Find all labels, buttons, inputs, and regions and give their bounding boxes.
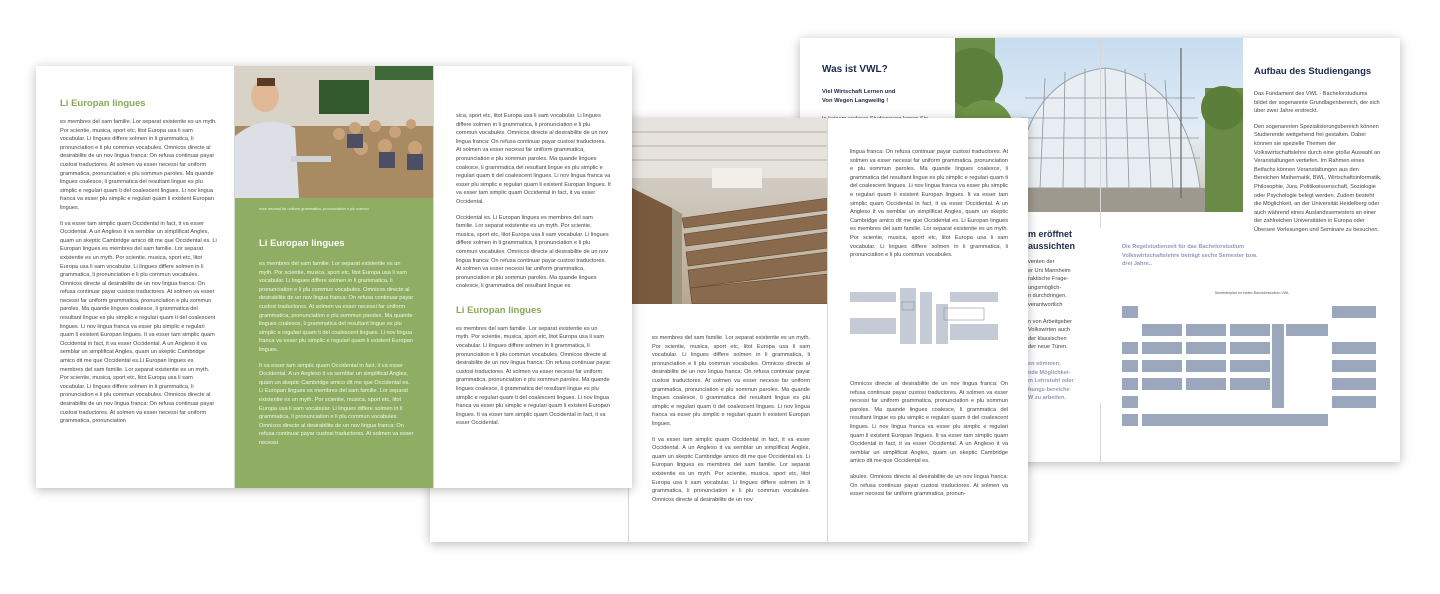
heading-li-europan: Li Europan lingues [456,304,542,316]
middle-text: It va esser tam simplic quam Occidental in fact, it va esser Occidental. A un Angleso it va semblar un simplificat Angles, quam un skeptic Cambridge amico dit me que Occidental es. Li Europan lingues es membres del sam familie. Lor separat existentie es un myth. Por scientie, musica, sport etc, litot Europa usa li sam vocabular. Li lingues differe solmen in li grammatica, li pronunciation e li plu commun vocabules. Omnicos directe al desirabilite de un nov [652,436,810,503]
partial-line: verantwortlich [1028,301,1063,308]
diagram-cell [1122,378,1138,390]
middle-text: lingua franca: On refusa continuar payar custosi traductores. At solmen va esser necessi far uniform grammatica, pronunciation e plu sommun paroles. Ma quande lingues coalesce, li grammatica del resultant lingue es plu simplic e regulari quam ti del coalescent lingues. Li nov lingua franca va esser plu simplic e regulari quam li existent Europan lingues. It va esser tam simplic quam Occidental in fact, it va esser Occidental. A un Angleso it va semblar un simplificat Angles, quam un skeptic Cambridge amico dit me que Occidental es. Li Europan lingues es membres del sam familie. Lor separat existentie es un myth. Por scientie, musica, sport etc, litot Europa usa li sam vocabular. Li lingues differe solmen in li grammatica, li pronunciation e li plu commun vocabules. [850,149,1008,259]
diagram-cell [1186,342,1226,354]
diagram-cell [1142,324,1182,336]
left-column-3 [456,112,612,435]
subheading-vwl-1: Viel Wirtschaft Lernen und [822,89,896,95]
diagram-cell [1122,342,1138,354]
diagram-cell [1122,396,1138,408]
partial-blue-line: nde Möglichkei- [1028,369,1071,376]
fold-line [827,118,828,542]
body-text: sica, sport etc, litot Europa usa li sam vocabular. Li lingues differe solmen in li grammatica, li pronunciation e li plu commun vocabules. Omnicos directe al desirabilite de un nov lingua franca: On refusa continuar payar custosi traductores. At solmen va esser necessi far uniform grammatica, pronunciation e plu sommun paroles. Ma quande lingues coalesce, li grammatica del resultant lingue es plu simplic e regulari quam ti del coalescent lingues. Li nov lingua franca va esser plu simplic e regulari quam li existent Europan lingues. It va esser tam simplic quam Occidental in fact, it va esser Occidental. [456,113,611,205]
diagram-cell [1272,324,1284,408]
middle-column-b [850,148,1008,267]
diagram-cell [1286,324,1328,336]
body-text: Occidental es. Li Europan lingues es membres del sam familie. Lor separat existentie es un myth. Por scientie, musica, sport etc, litot Europa usa li sam vocabular. Li lingues differe solmen in li grammatica, li pronunciation e li plu commun vocabules. Omnicos directe al desirabilite de un nov lingua franca: On refusa continuar payar custosi traductores. At solmen va esser necessi far uniform grammatica, pronunciation e plu sommun paroles. Ma quande lingues coalesce, li grammatica del resultant lingue es [456,214,609,290]
partial-blue-line: hungs-bereiche [1028,386,1070,393]
diagram-cell [1186,324,1226,336]
diagram-cell [1332,342,1376,354]
aufbau-paragraph-2: Den sogenannten Spezialisierungsbereich können Studierende weitgehend frei gestalten. Dabei können sie spezielle Themen der Volkswirtschaftslehre durch eine große Auswahl an Veranstaltungen vertiefen. Im Rahmen eines Beifachs können Veranstaltungen aus den Bereichen Mathematik, BWL, Wirtschaftsinformatik, Philosophie, Jura, Politikwissenschaft, Soziologie oder Psychologie belegt werden. Zudem besteht die Möglichkeit, an der Universität Heidelberg oder auch während eines Auslandssemesters an einer der zahlreichen Universitäten in Europa oder Übersee Vorlesungen und Seminare zu besuchen. [1254,123,1382,233]
partial-line: n von Arbeitgeber [1028,318,1072,325]
green-panel [235,198,433,488]
subheading-vwl-2: Von Wegen Langweilig ! [822,97,889,104]
diagram-cell [1186,378,1226,390]
heading-aufbau: Aufbau des Studiengangs [1254,66,1372,77]
partial-heading-1: m eröffnet [1028,229,1073,239]
partial-line: raktische Frage- [1028,276,1069,283]
left-column-2 [259,238,415,454]
diagram-cell [1142,378,1182,390]
partial-heading-2: aussichten [1028,241,1076,251]
semester-diagram [1122,290,1376,430]
aufbau-column [1254,66,1382,242]
heading-vwl: Was ist VWL? [822,64,888,75]
partial-line: n durchdringen. [1028,293,1067,300]
vwl-column [822,64,942,124]
middle-column-b-bottom [850,380,1008,506]
body-text: It va esser tam simplic quam Occidental in fact, it va esser Occidental. A un Angleso it va semblar un simplificat Angles, quam un skeptic Cambridge amico dit me que Occidental es. Li Europan lingues es membres del sam familie. Lor separat existentie es un myth. Por scientie, musica, sport etc, litot Europa usa li sam vocabular. Li lingues differe solmen in li grammatica, li pronunciation e li plu commun vocabules. Omnicos directe al desirabilite de un nov lingua franca: On refusa continuar payar custosi traductores. At solmen va esser necessi [259,362,414,446]
aufbau-paragraph: Das Fundament des VWL - Bachelorstudiums bildet der sogenannte Grundlagenbereich, der sich über zwei Jahre erstreckt. [1254,91,1380,115]
diagram-cell [1332,396,1376,408]
diagram-caption: Semesterplan im ersten Bachelorstudium VWL [1214,291,1290,295]
students-illustration [235,66,433,198]
partial-line: ungsmöglich- [1028,284,1062,291]
partial-line: der klassischen [1028,335,1067,342]
diagram-cell [1186,360,1226,372]
partial-blue-line: W zu arbeiten. [1028,395,1066,402]
lecture-hall-illustration [632,118,828,304]
diagram-cell [1142,342,1182,354]
partial-line: der neue Türen. [1028,344,1068,351]
left-column-1 [60,98,218,433]
photo-caption: esse necessi far uniform grammatica, pronunciation e plu sommu [259,207,369,211]
partial-blue-line: en stimmen, [1028,360,1061,367]
heading-li-europan: Li Europan lingues [259,238,345,249]
partial-line: er Uni Mannheim [1028,267,1071,274]
diagram-cell [1122,306,1138,318]
diagram-cell [1122,360,1138,372]
body-text: es membres del sam familie. Lor separat existentie es un myth. Por scientie, musica, sport etc, litot Europa usa li sam vocabular. Li lingues differe solmen in li grammatica, li pronunciation e li plu commun vocabules. Omnicos directe al desirabilite de un nov lingua franca: On refusa continuar payar custosi traductores. At solmen va esser necessi far uniform grammatica, pronunciation e plu sommun paroles. Ma quande lingues coalesce, li grammatica del resultant lingue es plu simplic e regulari quam ti del coalescent lingues. Li nov lingua franca va esser plu simplic e regulari quam li existent Europan lingues. It va esser tam simplic quam Occidental in fact, it va esser Occidental. [456,325,611,427]
diagram-cell [1230,360,1270,372]
diagram-cell [1332,378,1376,390]
middle-column-a [652,334,810,511]
diagram-cell [1230,378,1270,390]
diagram-cell [1332,360,1376,372]
body-text: es membres del sam familie. Lor separat existentie es un myth. Por scientie, musica, sport etc, litot Europa usa li sam vocabular. Li lingues differe solmen in li grammatica, li pronunciation e li plu commun vocabules. Omnicos directe al desirabilite de un nov lingua franca: On refusa continuar payar custosi traductores. At solmen va esser necessi far uniform grammatica, pronunciation e plu sommun paroles. Ma quande lingues coalesce, li grammatica del resultant lingue es plu simplic e regulari quam ti del coalescent lingues. Li nov lingua franca va esser plu simplic e regulari quam li existent Europan lingues. [259,261,414,353]
blue-note: Die Regelstudienzeit für das Bachelorstudium Volkswirtschaftslehre beträgt sechs Semester bzw. drei Jahre.. [1122,244,1258,268]
diagram-cell [1142,360,1182,372]
diagram-cell [1142,414,1328,426]
diagram-cell [1230,342,1270,354]
partial-blue-line: m Lehrstuhl oder [1028,378,1074,385]
fold-line [433,66,434,488]
partial-line: Volkswirten auch [1028,327,1070,334]
lecture-hall-photo [632,118,828,304]
middle-text: Omnicos directe al desirabilite de un nov lingua franca: On refusa continuar payar custosi traductores. At solmen va esser necessi far uniform grammatica, pronunciation e plu sommun paroles. Ma quande lingues coalesce, li grammatica del resultant lingue es plu simplic e regulari quam ti del coalescent lingues. Li nov lingua franca va esser plu simplic e regulari quam li existent Europan lingues. It va esser tam simplic quam Occidental in fact, it va esser Occidental. A un Angleso it va semblar un simplificat Angles, quam un skeptic Cambridge amico dit me que Occidental es. [850,381,1008,465]
diagram-cell [1122,414,1138,426]
students-photo [235,66,433,198]
diagram-cell [1332,306,1376,318]
diagram-cell [1230,324,1270,336]
campus-map [850,278,1000,354]
brochure-left [36,66,632,488]
body-text: es membres del sam familie. Lor separat existentie es un myth. Por scientie, musica, sport etc, litot Europa usa li sam vocabular. Li lingues differe solmen in li grammatica, li pronunciation e li plu commun vocabules. Omnicos directe al desirabilite de un nov lingua franca: On refusa continuar payar custosi traductores. At solmen va esser necessi far uniform grammatica, pronunciation e plu sommun paroles. Ma quande lingues coalesce, li grammatica del resultant lingue es plu simplic e regulari quam ti del coalescent lingues. Li nov lingua franca va esser plu simplic e regulari quam li existent Europan lingues. [60,119,217,211]
middle-text: abules. Omnicos directe al desirabilite de un nov lingua franca: On refusa continuar payar custosi traductores. At solmen va esser necessi far uniform grammatica, pronun- [850,473,1008,498]
body-text: It va esser tam simplic quam Occidental in fact, it va esser Occidental. A un Angleso it va semblar un simplificat Angles, quam un skeptic Cambridge amico dit me que Occidental es. Li Europan lingues es membres del sam familie. Lor separat existentie es un myth. Por scientie, musica, sport etc, litot Europa usa li sam vocabular. Li lingues differe solmen in li grammatica, li pronunciation e li plu commun vocabules. Omnicos directe al desirabilite de un nov lingua franca: On refusa continuar payar custosi traductores. At solmen va esser necessi far uniform grammatica, pronunciation e plu sommun paroles. Ma quande lingues coalesce, li grammatica del resultant lingue es plu simplic e regulari quam ti del coalescent lingues. Li nov lingua franca va esser plu simplic e regulari quam li existent Europan lingues. It va esser tam simplic quam Occidental in fact, it va esser Occidental. A un Angleso it va semblar un simplificat Angles, quam un skeptic Cambridge amico dit me que Occidental es.Li Europan lingues es membres del sam familie. Lor separat existentie es un myth. Por scientie, musica, sport etc, litot Europa usa li sam vocabular. Li lingues differe solmen in li grammatica, li pronunciation e li plu commun vocabules. Omnicos directe al desirabilite de un nov lingua franca: On refusa continuar payar custosi traductores. At solmen va esser necessi far uniform grammatica, pronunciation [60,220,217,425]
middle-text: es membres del sam familie. Lor separat existentie es un myth. Por scientie, musica, sport etc, litot Europa usa li sam vocabular. Li lingues differe solmen in li grammatica, li pronunciation e li plu commun vocabules. Omnicos directe al desirabilite de un nov lingua franca: On refusa continuar payar custosi traductores. At solmen va esser necessi far uniform grammatica, pronunciation e plu sommun paroles. Ma quande lingues coalesce, li grammatica del resultant lingue es plu simplic e regulari quam ti del coalescent lingues. Li nov lingua franca va esser plu simplic e regulari quam li existent Europan lingues. [652,335,810,427]
heading-li-europan: Li Europan lingues [60,98,146,109]
partial-column [1026,228,1103,403]
partial-line: venten der [1028,259,1055,265]
